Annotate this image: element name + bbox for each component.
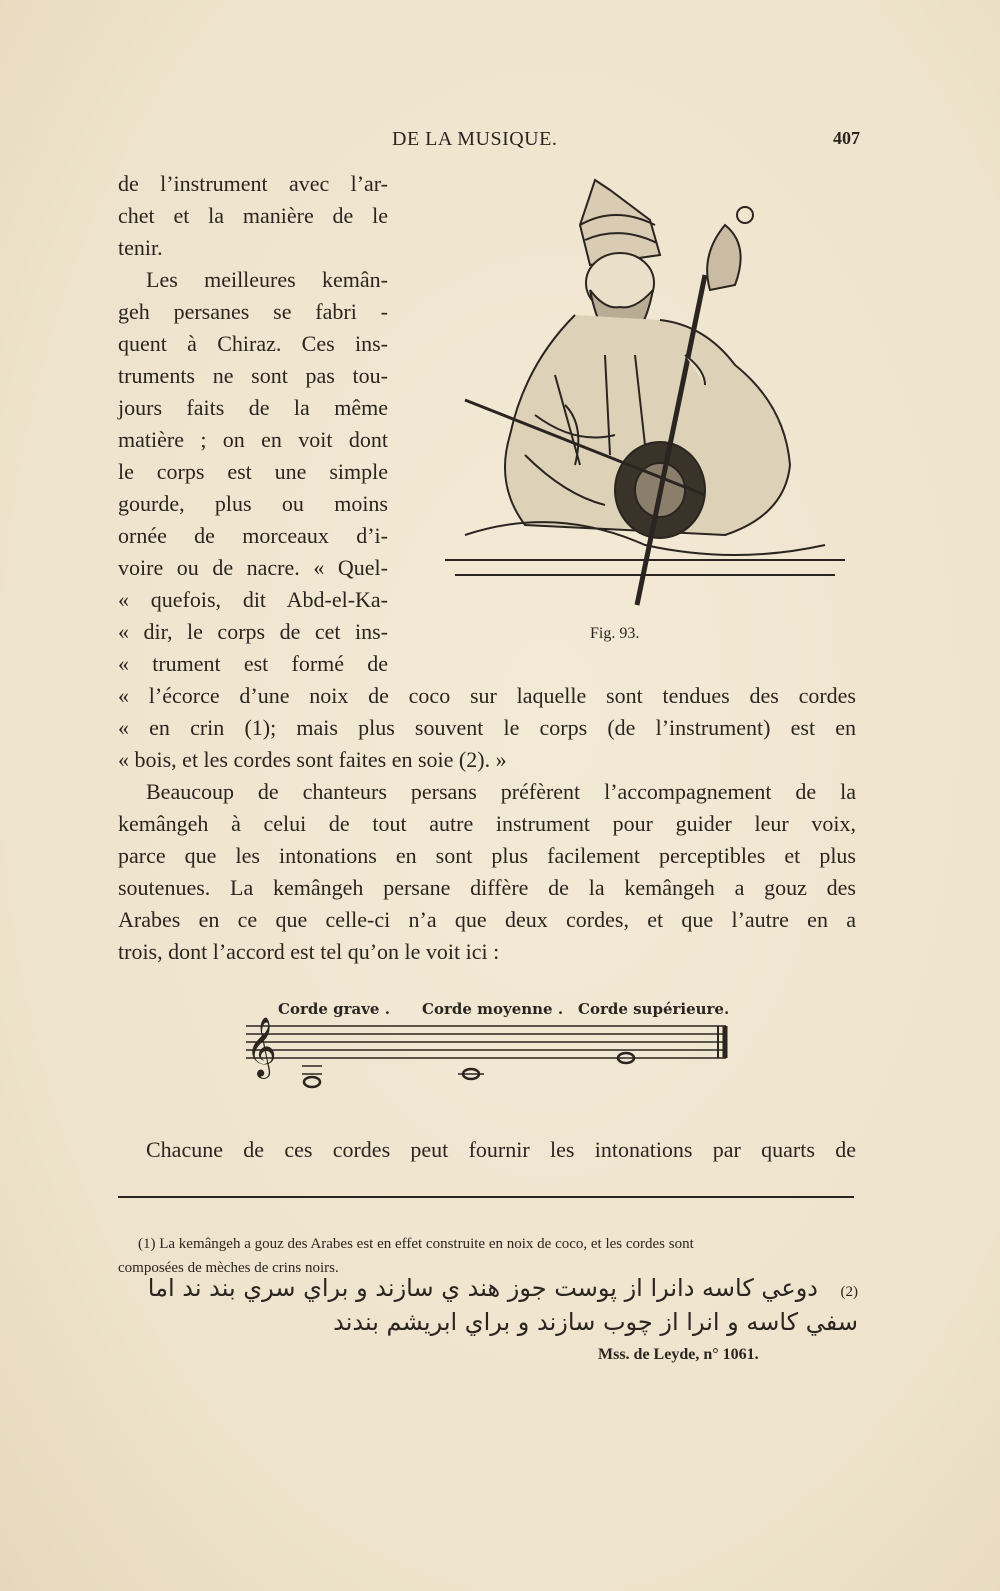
running-header: [380, 128, 860, 156]
music-staff-figure: [238, 996, 738, 1106]
footnote-2-marker: (2): [840, 1284, 858, 1300]
footnote-rule: [118, 1196, 854, 1198]
text-line: truments ne sont pas tou-: [118, 363, 388, 388]
text-line: ornée de morceaux d’i-: [118, 523, 388, 548]
footnote-2: [118, 1274, 858, 1342]
full-text-block-1: [118, 680, 856, 968]
footnote-2-arabic-line-1: دوعي كاسه دانرا از پوست جوز هند ي سازند و براي سري بند ند اما: [147, 1274, 818, 1302]
text-line: quent à Chiraz. Ces ins-: [118, 331, 388, 356]
treble-clef-icon: 𝄞: [246, 1017, 277, 1077]
text-line: geh persanes se fabri -: [118, 299, 388, 324]
text-line: jours faits de la même: [118, 395, 388, 420]
music-label-moyenne: Corde moyenne .: [422, 1000, 564, 1018]
text-line: Chacune de ces cordes peut fournir les intonations par quarts de: [146, 1137, 856, 1162]
music-label-superieure: Corde supérieure.: [578, 1000, 730, 1018]
text-line: trois, dont l’accord est tel qu’on le voit ici :: [118, 939, 500, 964]
text-line: Arabes en ce que celle-ci n’a que deux cordes, et que l’autre en a: [118, 907, 856, 932]
text-line: « quefois, dit Abd-el-Ka-: [118, 587, 388, 612]
figure-caption: Fig. 93.: [590, 625, 640, 642]
narrow-text-column: [118, 168, 388, 680]
text-line: voire ou de nacre. « Quel-: [118, 555, 388, 580]
text-line: parce que les intonations en sont plus facilement perceptibles et plus: [118, 843, 856, 868]
text-line: Les meilleures kemân-: [146, 267, 388, 292]
note-grave: [304, 1077, 320, 1087]
text-line: « trument est formé de: [118, 651, 388, 676]
footnote-1: [118, 1232, 858, 1280]
text-line: tenir.: [118, 235, 163, 260]
text-line: « dir, le corps de cet ins-: [118, 619, 388, 644]
text-line: de l’instrument avec l’ar-: [118, 171, 388, 196]
page-number: 407: [833, 128, 860, 148]
manuscript-source: Mss. de Leyde, n° 1061.: [598, 1346, 759, 1363]
footnote-2-arabic-line-2: سفي كاسه و انرا از چوب سازند و براي ابريشم بندند: [333, 1308, 858, 1336]
text-line: le corps est une simple: [118, 459, 388, 484]
footnote-1-line-1: (1) La kemângeh a gouz des Arabes est en effet construite en noix de coco, et les cordes sont: [138, 1236, 694, 1252]
header-title: DE LA MUSIQUE.: [392, 128, 558, 150]
footnote-1-line-2: composées de mèches de crins noirs.: [118, 1260, 339, 1276]
text-line: « l’écorce d’une noix de coco sur laquelle sont tendues des cordes: [118, 683, 856, 708]
after-music-text: [118, 1134, 856, 1166]
music-label-grave: Corde grave .: [278, 1000, 390, 1018]
text-line: chet et la manière de le: [118, 203, 388, 228]
text-line: kemângeh à celui de tout autre instrument pour guider leur voix,: [118, 811, 856, 836]
text-line: soutenues. La kemângeh persane diffère de la kemângeh a gouz des: [118, 875, 856, 900]
text-line: Beaucoup de chanteurs persans préfèrent l’accompagnement de la: [146, 779, 856, 804]
text-line: gourde, plus ou moins: [118, 491, 388, 516]
musician-illustration: [405, 165, 850, 615]
text-line: « bois, et les cordes sont faites en soie (2). »: [118, 747, 507, 772]
text-line: matière ; on en voit dont: [118, 427, 388, 452]
text-line: « en crin (1); mais plus souvent le corps (de l’instrument) est en: [118, 715, 856, 740]
